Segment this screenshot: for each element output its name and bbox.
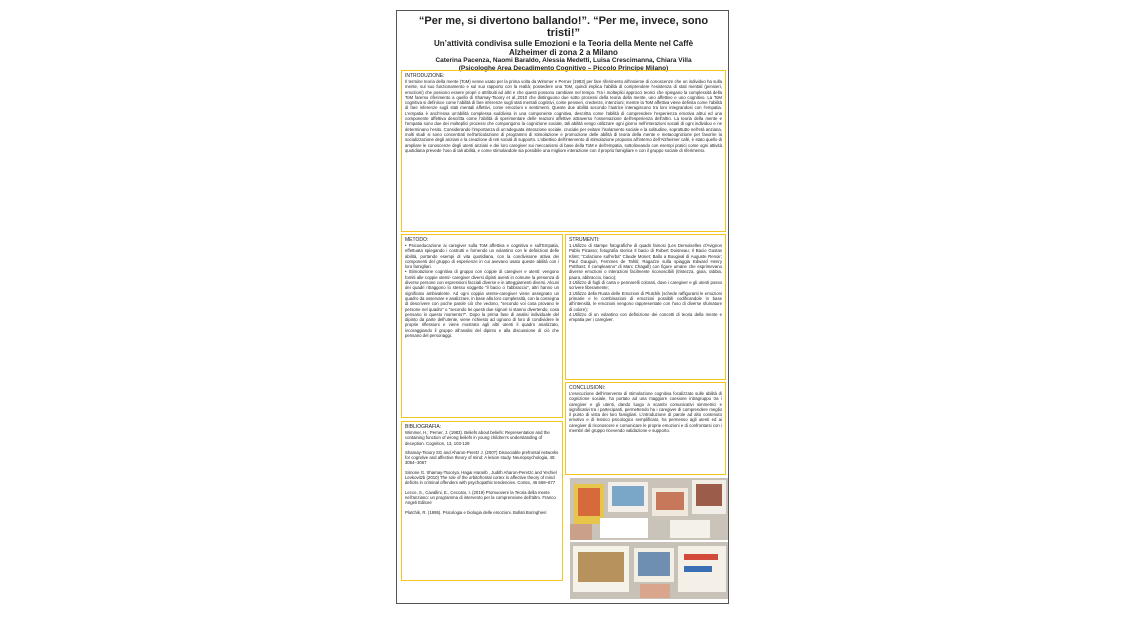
reference-item: Lecce, S., Cavallini, E., Ceccato, I. (2019) Promuovere la Teoria della mente nell’anziano: un programma di intervento per la comprensione dell’altro. Franco Angeli Editore [405, 489, 556, 506]
activity-photos [570, 478, 728, 599]
activity-photo-top [570, 478, 728, 540]
reference-item: Shamay-Tsoory SG and Aharon-Peretz J. (2007) Dissociable prefrontal networks for cognitive and affective theory of mind: A lesion study. Neuropsychologia, 45: 3054–3067 [405, 449, 559, 466]
metodo-heading: METODO: [405, 237, 429, 243]
biblio-heading: BIBLIOGRAFIA: [405, 424, 442, 430]
reference-item: Wimmer, H.; Perner, J. (1983). Beliefs about beliefs: Representation and the containing function of wrong beliefs in young children’s understanding of deception. Cognition, 13, 103-128 [405, 430, 550, 446]
strumenti-heading: STRUMENTI: [569, 237, 600, 243]
metodo-point-1: • Psicoeducazione ai caregiver sulla ToM affettiva e cognitiva e sull’Empatia, effettuata spiegando i costrutti e fornendo un volantino con le definizioni delle abilità, portando esempi di vita quotidiana, con la condivisione attiva dei componenti del gruppo di esperienze in cui avevano usato queste abilità con i loro famigliari. [405, 243, 559, 270]
reference-item: Plutchik, R. (1995). Psicologia e biologia delle emozioni. Bollati Boringhieri [405, 509, 547, 515]
intro-text: Il termine teoria della mente (ToM) venne usato per la prima volta da Wimmer e Perner (1983) per fare riferimento all’insieme di conoscenze che un individuo ha sulla mente, sul suo funzionamento e sul suo rapporto con la realtà; possedere una ToM, quindi implica l’abilità di comprendere l’esistenza di stati mentali (pensieri, emozioni) che possono essere propri o attribuiti ad altri e che questi possono cambiare nel tempo. Tra i molteplici approcci teorici che spiegano la complessità della ToM faremo riferimento a quello di Shamay-Tsoory et al.,2010 che distinguono due sotto processi della teoria della mente, uno affettivo e uno cognitivo. La ToM cognitiva si definisce come l’abilità di fare inferenze sugli stati mentali cognitivi, come pensieri, credenze, intenzioni; mentre la ToM affettiva viene definita come l’abilità di fare inferenze sugli stati mentali affettivi, come emozioni e sentimenti. Queste due abilità secondo l’autrice interagiscono tra loro integrandosi con l’empatia. L’empatia è anch’essa un’abilità complessa suddivisa in una componente cognitiva, descritta come l’abilità di comprendere l’esperienza emotiva altrui ed una componente affettiva descritta come l’abilità di sperimentare delle reazioni affettive attraverso l’osservazione dell’esperienza dell’altro. La teoria della mente e l’empatia sono due dei molteplici processi che compongono la cognizione sociale, tali abilità vengo utilizzare ogni giorno nell’interazioni sociali di ogni individuo e ne determinano l’esito. Considerando l’importanza di un’adeguata interazione sociale, cruciale per evitare l’isolamento sociale e la solitudine, soprattutto nell’età anziana, molti studi si sono concentrati nell’articolazione di programmi di stimolazione e promozione delle abilità di teoria della mente e metacognizione per favorire la socializzazione degli anziani e la creazione di reti sociali di supporto. L’obiettivo dell’intervento di stimolazione proposto all’interno dell’Alzheimer café, è stato quello di ampliare le conoscenze degli utenti anziani e dei loro caregiver sui meccanismi di base della ToM e dell’empatia, sottolineando con esempi pratici come ogni attività quotidiana prevede l’uso di tali abilità, e come stimolandole sia possibile una migliore interazione con il proprio famigliare e con il gruppo sociale di riferimento. [405, 79, 722, 153]
intro-section [401, 70, 726, 232]
conclusioni-section [565, 382, 726, 475]
conclusioni-text: L’esecuzione dell’intervento di stimolazione cognitiva focalizzato sulle abilità di cognizione sociale, ha portato ad una maggiore coesione intragruppo tra i caregiver e gli utenti, dando luogo a scambi comunicativi simmetrici e significativi tra i partecipanti, permettendo ha i caregiver di comprendere meglio il punto di vista dei loro famigliari. L’introduzione di parole ad alto contenuto emotivo e di lessico psicologico semplificato, ha permesso agli utenti ed ai caregiver di riconoscere e comunicare le proprie emozioni e di confrontarsi con i membri del gruppo ricevendo validazione e supporto. [569, 391, 722, 434]
conclusioni-heading: CONCLUSIONI: [569, 385, 606, 391]
poster-subtitle-line1: Un’attività condivisa sulle Emozioni e la Teoria della Mente nel Caffè [433, 39, 694, 48]
poster-subtitle-line2: Alzheimer di zona 2 a Milano [509, 48, 618, 57]
reference-item: Simone G. Shamay-Tsoorya, Hagai Hararib , Judith Aharon-Peretzc and Yechiel Levkovitzb (2010) The role of the orbitofrontal cortex in affective theory of mind deficits in criminal offenders with psychopathic tendencies. Cortex, 46 668–677 [405, 469, 557, 486]
bibliography-section [401, 421, 563, 581]
intro-heading: INTRODUZIONE: [405, 73, 445, 79]
poster-title: “Per me, si divertono ballando!”. “Per me, invece, sono tristi!” [418, 15, 709, 39]
metodo-section [401, 234, 563, 418]
metodo-point-2: • Stimolazione cognitiva di gruppo con coppie di caregiver e utenti: vengono forniti alle coppie utenti- caregiver diversi dipinti aventi in comune la presenza di diverse persone con espressioni facciali diverse e in atteggiamenti diversi. Alcuni dei quadri ritraggono lo stesso soggetto “il bacio o l’abbraccio”, altri hanno un significato ambivalente. Ad ogni coppia utente-caregiver viene assegnato un quadro da osservare e analizzare, in base alla loro complessità, con la consegna di descrivere con poche parole ciò che vedono, “secondo voi cosa provano le persone nel quadro” o “secondo lei questi due signori si stanno divertendo, cosa pensano in questo momento?”. Dopo la prima fase di analisi individuale del dipinto da parte dell’utente, viene richiesto ad ognuno di loro di condividere le proprie riflessioni e viene mostrato agli altri utenti il quadro analizzato, incoraggiando il gruppo all’analisi del dipinto e alla discussione di ciò che pensano del personaggi. [405, 269, 559, 339]
poster-affiliation: (Psicologhe Area Decadimento Cognitivo – Piccolo Principe Milano) [458, 65, 669, 72]
poster-authors: Caterina Pacenza, Naomi Baraldo, Alessia Medetti, Luisa Crescimanna, Chiara Villa [435, 57, 692, 64]
activity-photo-bottom [570, 542, 728, 599]
strumenti-text: 1.Utilizzo di stampe fotografiche di quadri famosi (Les Demoiselles d’Avignon Pablo Picasso; fotografia storica Il bacio di Robert Doisneau; Il Bacio Gustav Klimt; “Colazione sull’erba” Claude Monet; Ballo a Bougival di Auguste Renoir; Paul Gauguin, Femmes de Tahiti; Ragazze sulla spiaggia Edward Henry Potthast; Il compleanno” di Marc Chagall) con figure umane che esprimevano diverse emozioni o interazioni facilmente riconoscibili (tristezza, gioia, rabbia, paura, abbraccio, bacio); 2.Utilizzo di fogli di carta e pennarelli colorati, dove i caregiver e gli utenti posso scrivere liberamente; 3.Utilizzo della Ruota delle Emozioni di Plutchik (schede raffiguranti le emozioni primarie e le combinazioni di emozioni possibili codificandole in base all’intensità, le emozioni vengono rappresentate con l’uso di diverse sfumature di colore); 4.Utilizzo di un volantino con definizione dei concetti di teoria della mente e empatia per i caregiver. [569, 243, 722, 323]
title-block [403, 15, 724, 73]
strumenti-section [565, 234, 726, 380]
